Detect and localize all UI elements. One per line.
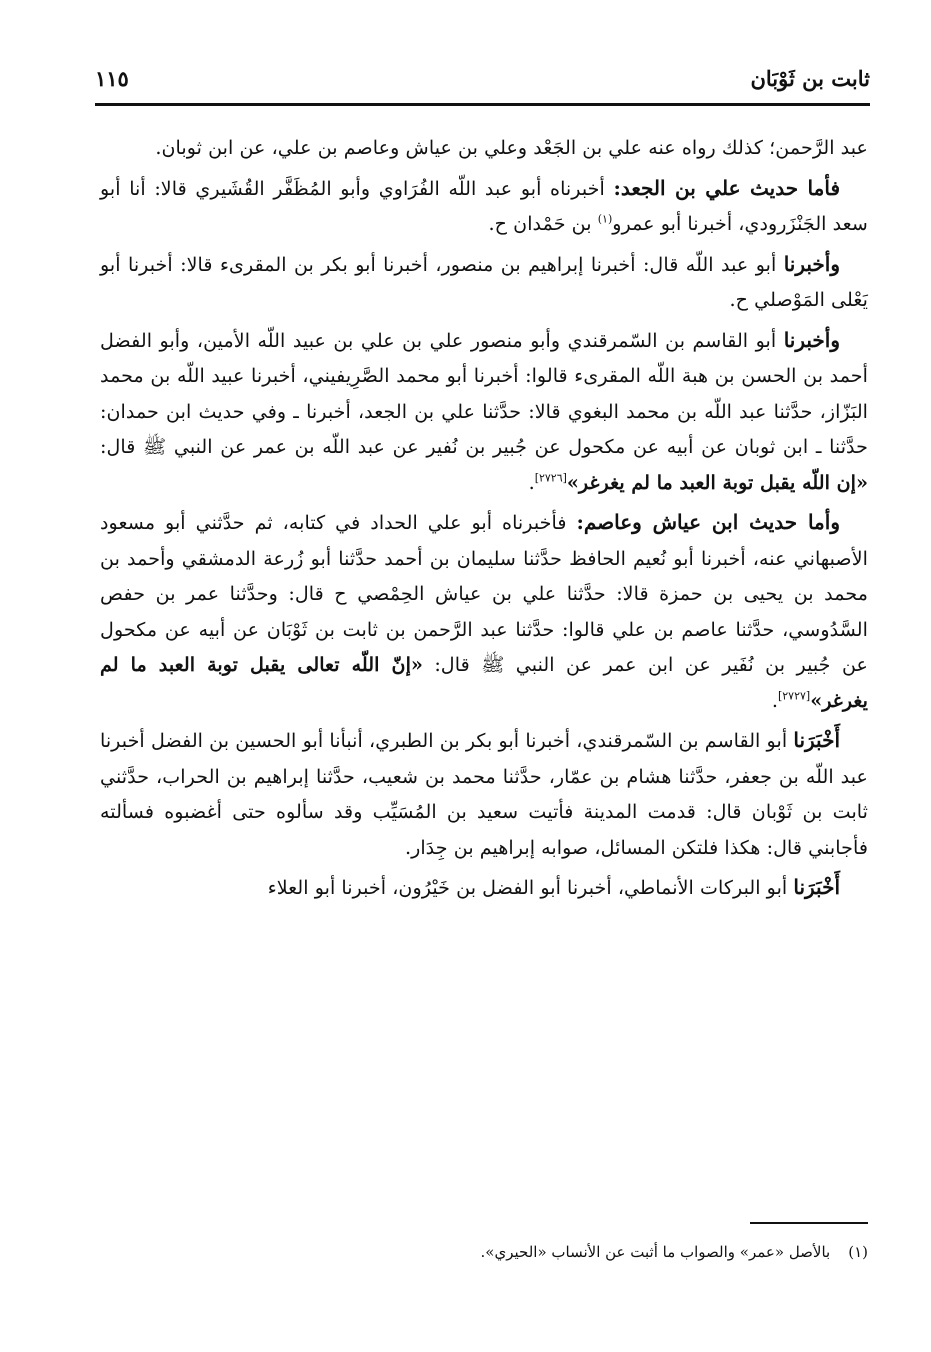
footnote xyxy=(100,1238,868,1266)
paragraph-text: أبو القاسم بن السّمرقندي وأبو منصور علي بن علي بن عبيد اللّه الأمين، وأبو الفضل أحمد بن الحسن بن هبة اللّه المقرىء قالوا: أخبرنا أبو محمد الصَّرِيفيني، أخبرنا عبيد اللّه بن محمد البَزّاز، حدَّثنا عبد اللّه بن محمد البغوي قالا: حدَّثنا علي بن الجعد، أخبرنا ـ وفي حديث ابن حمدان: حدَّثنا ـ ابن ثوبان عن أبيه عن مكحول عن جُبير بن نُفير عن عبد اللّه بن عمر عن النبي ﷺ قال: xyxy=(100,328,868,458)
paragraph xyxy=(100,505,868,718)
paragraph-text: عبد الرَّحمن؛ كذلك رواه عنه علي بن الجَعْد وعلي بن عياش وعاصم بن علي، عن ابن ثوبان. xyxy=(155,136,868,159)
paragraph xyxy=(100,171,868,242)
running-title: ثابت بن ثَوْبَان xyxy=(750,66,870,91)
paragraph-text-end: . xyxy=(771,688,778,712)
paragraph-text-end: بن حَمْدان ح. xyxy=(488,212,598,235)
paragraph xyxy=(100,247,868,318)
paragraph-lead: فأما حديث علي بن الجعد: xyxy=(613,175,840,200)
footnote-rule xyxy=(750,1222,868,1224)
footnote-text: بالأصل «عمر» والصواب ما أثبت عن الأنساب «الحيري». xyxy=(480,1243,831,1261)
hadith-text: «إنّ اللّه تعالى يقبل توبة العبد ما لم يغرغر» xyxy=(100,653,868,712)
paragraph-lead: وأخبرنا xyxy=(783,251,840,276)
header-rule xyxy=(95,103,870,106)
paragraph-text: أبو البركات الأنماطي، أخبرنا أبو الفضل بن خَيْرُون، أخبرنا أبو العلاء xyxy=(267,876,794,899)
paragraph-lead: أَخْبَرَنا xyxy=(793,728,840,752)
hadith-text: «إن اللّه يقبل توبة العبد ما لم يغرغر» xyxy=(566,470,868,494)
main-text xyxy=(100,130,868,906)
hadith-number: [٢٧٢٦] xyxy=(534,471,567,485)
paragraph-text: أبو القاسم بن السّمرقندي، أخبرنا أبو بكر بن الطبري، أنبأنا أبو الحسين بن الفضل أخبرنا عبد اللّه بن جعفر، حدَّثنا هشام بن عمّار، حدَّثنا محمد بن شعيب، حدَّثنا إبراهيم بن الحراب، حدَّثني ثابت بن ثَوْبان قال: قدمت المدينة فأتيت سعيد بن المُسَيِّب وقد سألوه حتى أغضبوه فسألته فأجابني قال: هكذا فلتكن المسائل، صوابه إبراهيم بن جِدَار. xyxy=(100,729,868,859)
footnote-number: (١) xyxy=(848,1243,868,1261)
paragraph xyxy=(100,130,868,166)
paragraph-text: أبو عبد اللّه قال: أخبرنا إبراهيم بن منصور، أخبرنا أبو بكر بن المقرىء قالا: أخبرنا أبو يَعْلى المَوْصلي ح. xyxy=(100,252,868,311)
paragraph-text-end: . xyxy=(528,470,535,494)
paragraph xyxy=(100,323,868,501)
paragraph-text: فأخبرناه أبو علي الحداد في كتابه، ثم حدَّثني أبو مسعود الأصبهاني عنه، أخبرنا أبو نُعيم الحافظ حدَّثنا سليمان بن أحمد حدَّثنا أبو زُرعة الدمشقي وأحمد بن محمد بن يحيى بن حمزة قالا: حدَّثنا علي بن عياش الحِمْصي ح قال: وحدَّثنا عمر بن حفص السَّدُوسي، حدَّثنا عاصم بن علي قالوا: حدَّثنا عبد الرَّحمن بن ثابت بن ثَوْبَان عن أبيه عن مكحول عن جُبير بن نُفَير عن ابن عمر عن النبي ﷺ قال: xyxy=(100,511,868,676)
paragraph-lead: أَخْبَرَنا xyxy=(793,875,840,899)
footnote-marker: (١) xyxy=(597,212,613,226)
paragraph-text: أخبرناه أبو عبد اللّه الفُرَاوي وأبو المُظَفَّر القُشَيري قالا: أنا أبو سعد الجَنْزَرودي، أخبرنا أبو عمرو xyxy=(100,176,868,235)
hadith-number: [٢٧٢٧] xyxy=(777,689,811,703)
page-number: ١١٥ xyxy=(95,66,129,91)
page-header xyxy=(95,62,870,102)
paragraph xyxy=(100,870,868,906)
paragraph-lead: وأما حديث ابن عياش وعاصم: xyxy=(576,510,840,534)
paragraph-lead: وأخبرنا xyxy=(783,327,840,352)
paragraph xyxy=(100,723,868,865)
